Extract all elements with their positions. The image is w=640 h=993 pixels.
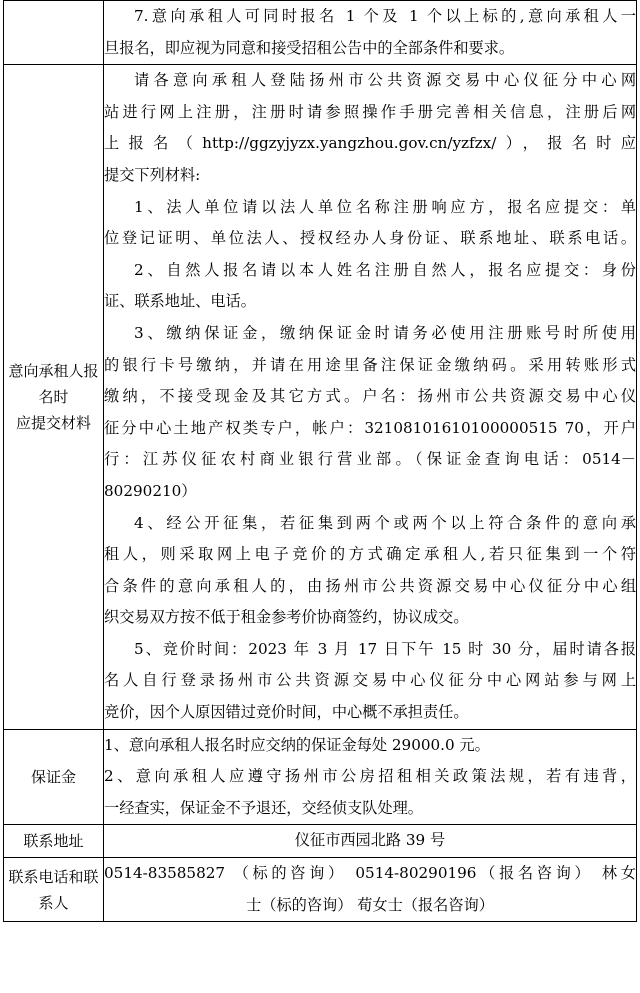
deposit-line: 2、意向承租人应遵守扬州市公房招租相关政策法规，若有违背， (104, 767, 636, 786)
intro-label-cell (4, 1, 104, 65)
materials-line: 站进行网上注册，注册时请参照操作手册完善相关信息，注册后网 (104, 102, 636, 121)
materials-content-cell (104, 65, 637, 729)
address-line: 仪征市西园北路 39 号 (294, 831, 446, 850)
intro-content-cell (104, 1, 637, 65)
materials-line: 5、竞价时间：2023 年 3 月 17 日下午 15 时 30 分，届时请各报 (134, 639, 636, 658)
deposit-content-cell (104, 729, 637, 825)
materials-line: 上报名（http://ggzyjyzx.yangzhou.gov.cn/yzfzx/），报名时应 (104, 134, 636, 153)
materials-line: 证、联系地址、电话。 (104, 292, 256, 311)
deposit-row (4, 729, 637, 825)
contacts-label-line-2: 系人 (38, 893, 69, 912)
materials-label-line-1: 意向承租人报 (8, 361, 99, 380)
intro-row (4, 1, 637, 65)
materials-line: 合条件的意向承租人的，由扬州市公共资源交易中心仪征分中心组 (104, 576, 636, 595)
address-content-cell (104, 825, 637, 858)
contacts-line: 士（标的咨询） 荀女士（报名咨询） (246, 895, 494, 914)
materials-line: 缴纳，不接受现金及其它方式。户名：扬州市公共资源交易中心仪 (104, 387, 636, 406)
contacts-row (4, 858, 637, 922)
materials-line: 80290210） (104, 481, 197, 500)
materials-line: 2、自然人报名请以本人姓名注册自然人，报名应提交：身份 (134, 260, 636, 279)
intro-line-1: 7.意向承租人可同时报名 1 个及 1 个以上标的,意向承租人一 (134, 7, 636, 25)
materials-line: 织交易双方按不低于租金参考价协商签约，协议成交。 (104, 608, 469, 627)
materials-line: 位登记证明、单位法人、授权经办人身份证、联系地址、联系电话。 (104, 229, 636, 248)
materials-line: 征分中心土地产权类专户，帐户：32108101610100000515 70，开户 (104, 418, 636, 437)
materials-line: 请各意向承租人登陆扬州市公共资源交易中心仪征分中心网 (134, 71, 636, 90)
materials-line: 竞价，因个人原因错过竞价时间，中心概不承担责任。 (104, 703, 469, 722)
address-label-cell: 联系地址 (4, 825, 104, 858)
deposit-line: 1、意向承租人报名时应交纳的保证金每处 29000.0 元。 (104, 735, 490, 754)
contacts-label-line-1: 联系电话和联 (8, 867, 99, 886)
address-row (4, 825, 637, 858)
materials-line: 3、缴纳保证金，缴纳保证金时请务必使用注册账号时所使用 (134, 323, 636, 342)
contacts-label-cell (4, 858, 104, 922)
materials-line: 租人，则采取网上电子竞价的方式确定承租人,若只征集到一个符 (104, 545, 636, 564)
materials-label-line-2: 名时 (38, 387, 69, 406)
materials-line: 提交下列材料: (104, 165, 201, 184)
materials-label-line-3: 应提交材料 (15, 413, 91, 432)
deposit-line: 一经查实，保证金不予退还，交经侦支队处理。 (104, 798, 423, 817)
contacts-content-cell (104, 858, 637, 922)
contacts-line: 0514-83585827 （标的咨询） 0514-80290196（报名咨询） 林女 (104, 864, 636, 883)
materials-line: 行：江苏仪征农村商业银行营业部。（保证金查询电话：0514－ (104, 450, 636, 469)
materials-line: 4、经公开征集，若征集到两个或两个以上符合条件的意向承 (134, 513, 636, 532)
materials-line: 1、法人单位请以法人单位名称注册响应方，报名应提交：单 (134, 197, 636, 216)
deposit-label-cell: 保证金 (4, 729, 104, 825)
materials-row (4, 65, 637, 729)
intro-line-2: 旦报名，即应视为同意和接受招租公告中的全部条件和要求。 (104, 38, 515, 57)
materials-label-cell (4, 65, 104, 729)
bid-info-table (3, 0, 637, 922)
materials-line: 的银行卡号缴纳，并请在用途里备注保证金缴纳码。采用转账形式 (104, 355, 636, 374)
materials-line: 名人自行登录扬州市公共资源交易中心仪征分中心网站参与网上 (104, 671, 636, 690)
